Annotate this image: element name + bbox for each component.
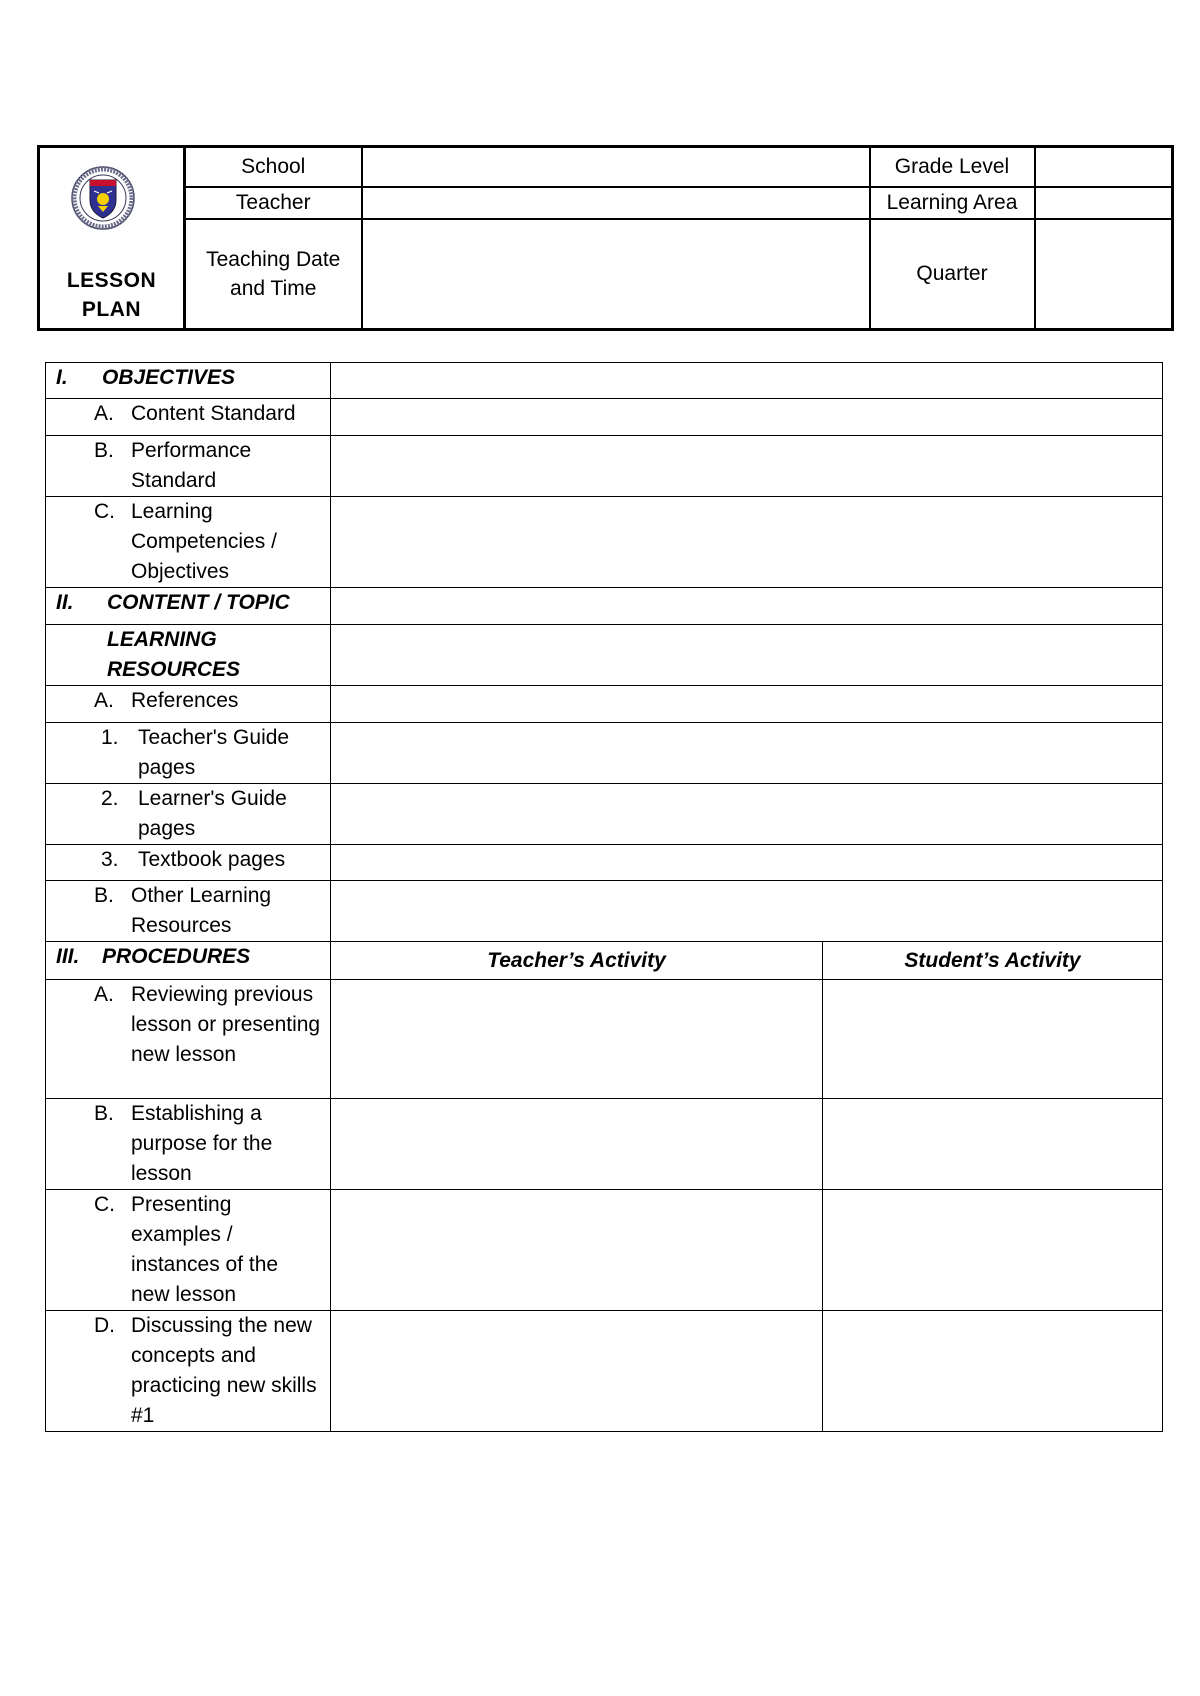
section-content (46, 588, 331, 625)
content-standard-value[interactable] (331, 399, 1163, 436)
learning-area-label: Learning Area (870, 187, 1035, 219)
grade-level-label: Grade Level (870, 147, 1035, 187)
students-activity-header: Student’s Activity (823, 942, 1163, 980)
item-marker: A. (94, 689, 114, 712)
procedure-c-student-activity[interactable] (823, 1190, 1163, 1311)
item-label: Content Standard (131, 402, 296, 425)
textbook-value[interactable] (331, 845, 1163, 881)
section-objectives-num: I. (56, 366, 68, 389)
procedure-row-b (46, 1099, 331, 1190)
learning-area-value[interactable] (1035, 187, 1173, 219)
logo-cell (39, 147, 185, 330)
deped-seal-logo (68, 166, 138, 238)
teaching-date-value[interactable] (362, 219, 870, 330)
school-label: School (185, 147, 362, 187)
procedure-row-a (46, 980, 331, 1099)
item-marker: 3. (101, 848, 119, 871)
item-marker: D. (94, 1314, 115, 1337)
item-label: Performance Standard (131, 439, 252, 492)
section-content-num: II. (56, 591, 74, 614)
teacher-value[interactable] (362, 187, 870, 219)
item-label: Other Learning Resources (131, 884, 272, 937)
procedure-d-student-activity[interactable] (823, 1311, 1163, 1432)
item-label: Presenting examples / instances of the new lesson (131, 1193, 279, 1306)
textbook-row (46, 845, 331, 881)
teachers-activity-header: Teacher’s Activity (331, 942, 823, 980)
item-marker: B. (94, 884, 114, 907)
teachers-guide-value[interactable] (331, 723, 1163, 784)
references-value[interactable] (331, 686, 1163, 723)
item-marker: B. (94, 439, 114, 462)
procedure-c-teacher-activity[interactable] (331, 1190, 823, 1311)
procedure-row-c (46, 1190, 331, 1311)
grade-level-value[interactable] (1035, 147, 1173, 187)
procedure-d-teacher-activity[interactable] (331, 1311, 823, 1432)
references-row (46, 686, 331, 723)
learning-competencies-value[interactable] (331, 497, 1163, 588)
lesson-plan-title: LESSON PLAN (66, 269, 157, 321)
item-label: Establishing a purpose for the lesson (131, 1102, 273, 1185)
content-value[interactable] (331, 588, 1163, 625)
section-objectives (46, 363, 331, 399)
quarter-label: Quarter (870, 219, 1035, 330)
performance-standard-value[interactable] (331, 436, 1163, 497)
learning-resources-value[interactable] (331, 625, 1163, 686)
section-procedures-num: III. (56, 945, 80, 968)
other-resources-value[interactable] (331, 881, 1163, 942)
item-label: Discussing the new concepts and practicing new skills #1 (131, 1314, 317, 1427)
section-procedures (46, 942, 331, 980)
objectives-value[interactable] (331, 363, 1163, 399)
quarter-value[interactable] (1035, 219, 1173, 330)
item-marker: C. (94, 500, 115, 523)
content-standard-row (46, 399, 331, 436)
section-learning-resources-title: LEARNING RESOURCES (107, 628, 241, 681)
school-value[interactable] (362, 147, 870, 187)
section-content-title: CONTENT / TOPIC (107, 591, 290, 614)
item-label: References (131, 689, 239, 712)
teaching-date-text: Teaching Date and Time (206, 247, 341, 300)
procedure-b-teacher-activity[interactable] (331, 1099, 823, 1190)
procedure-a-student-activity[interactable] (823, 980, 1163, 1099)
item-marker: 1. (101, 726, 119, 749)
teaching-date-label (185, 219, 362, 330)
item-label: Learning Competencies / Objectives (131, 500, 277, 583)
procedure-a-teacher-activity[interactable] (331, 980, 823, 1099)
item-marker: A. (94, 983, 114, 1006)
learners-guide-value[interactable] (331, 784, 1163, 845)
item-label: Learner's Guide pages (138, 787, 287, 840)
section-learning-resources (46, 625, 331, 686)
item-label: Teacher's Guide pages (138, 726, 290, 779)
item-marker: 2. (101, 787, 119, 810)
section-procedures-title: PROCEDURES (102, 945, 251, 968)
teacher-label: Teacher (185, 187, 362, 219)
section-objectives-title: OBJECTIVES (102, 366, 236, 389)
procedure-b-student-activity[interactable] (823, 1099, 1163, 1190)
item-label: Reviewing previous lesson or presenting new lesson (131, 983, 321, 1066)
other-resources-row (46, 881, 331, 942)
performance-standard-row (46, 436, 331, 497)
learners-guide-row (46, 784, 331, 845)
item-marker: B. (94, 1102, 114, 1125)
learning-competencies-row (46, 497, 331, 588)
item-marker: C. (94, 1193, 115, 1216)
lesson-plan-body (45, 362, 1163, 1432)
procedure-row-d (46, 1311, 331, 1432)
item-label: Textbook pages (138, 848, 286, 871)
teachers-guide-row (46, 723, 331, 784)
lesson-plan-header (37, 145, 1174, 331)
item-marker: A. (94, 402, 114, 425)
